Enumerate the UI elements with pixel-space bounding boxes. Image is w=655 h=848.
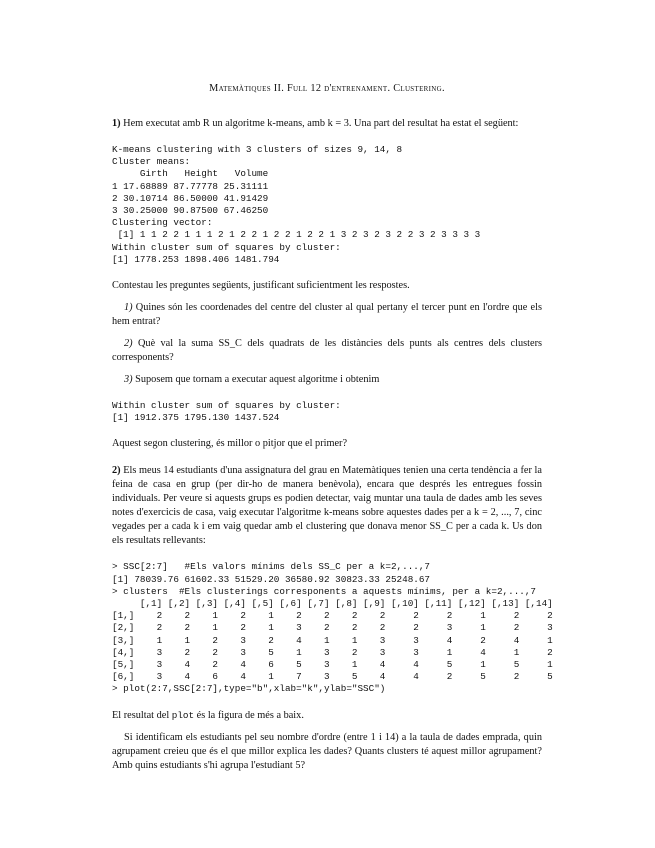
code-line: 3 30.25000 90.87500 67.46250 [112, 205, 269, 217]
code-line: Girth Height Volume [112, 168, 269, 180]
code-line: Clustering vector: [112, 217, 213, 229]
q1-sub3-label: 3) [124, 374, 133, 386]
q1-sub3-output [112, 400, 542, 424]
q2-r-output [112, 561, 553, 695]
q1-sub1-text: Quines són les coordenades del centre del cluster al qual pertany el tercer punt en l'ordre que els hem entrat? [112, 302, 542, 328]
q1-sub1 [112, 301, 542, 329]
code-line: [6,] 3 4 6 4 1 7 3 5 4 4 2 5 2 5 [112, 671, 553, 683]
code-line: [,1] [,2] [,3] [,4] [,5] [,6] [,7] [,8] [,9] [,10] [,11] [,12] [,13] [,14] [112, 598, 553, 610]
q2-plot-sentence [112, 709, 542, 723]
code-line: [1] 78039.76 61602.33 51529.20 36580.92 30823.33 25248.67 [112, 573, 431, 585]
q2-plot-after: és la figura de més a baix. [196, 709, 304, 721]
q2-plot-code: plot [171, 709, 195, 721]
q1-sub2-text: Què val la suma SS_C dels quadrats de les distàncies dels punts als centres dels clusters corresponents? [112, 338, 543, 364]
q1-intro [112, 117, 542, 131]
q1-intro-text: Hem executat amb R un algoritme k-means, amb k = 3. Una part del resultat ha estat el següent: [123, 118, 519, 129]
q2-final-paragraph: Si identificam els estudiants pel seu nombre d'ordre (entre 1 i 14) a la taula de dades emprada, quin agrupament creieu que és el que millor explica les dades? Quants clusters té aquest millor agrupament? Amb quins estudiants s'hi agrupa l'estudiant 5? [112, 731, 542, 771]
q2-number: 2) [112, 465, 121, 477]
document-page [112, 82, 553, 773]
code-line: [1] 1 1 2 2 1 1 1 2 1 2 2 1 2 2 1 2 2 1 3 2 3 2 3 2 2 3 2 3 3 3 3 [112, 229, 481, 241]
q1-sub1-label: 1) [124, 302, 133, 314]
code-line: [1,] 2 2 1 2 1 2 2 2 2 2 2 1 2 2 [112, 610, 553, 622]
page-title: Matemàtiques II. Full 12 d'entrenament. Clustering. [209, 83, 445, 94]
code-line: [4,] 3 2 2 3 5 1 3 2 3 3 1 4 1 2 [112, 646, 553, 658]
q1-prompt: Contestau les preguntes següents, justificant suficientment les respostes. [112, 280, 410, 292]
code-line: [2,] 2 2 1 2 1 3 2 2 2 2 3 1 2 3 [112, 622, 553, 634]
code-line: [3,] 1 1 2 3 2 4 1 1 3 3 4 2 4 1 [112, 634, 553, 646]
q1-output [112, 144, 542, 266]
q1-sub3 [112, 373, 542, 387]
code-line: > SSC[2:7] #Els valors mínims dels SS_C per a k=2,...,7 [112, 561, 431, 573]
code-line: Within cluster sum of squares by cluster: [112, 241, 341, 253]
code-line: 2 30.10714 86.50000 41.91429 [112, 192, 269, 204]
code-line: [5,] 3 4 2 4 6 5 3 1 4 4 5 1 5 1 [112, 659, 553, 671]
code-line: Within cluster sum of squares by cluster: [112, 400, 341, 412]
code-line: 1 17.68889 87.77778 25.31111 [112, 180, 269, 192]
q1-number: 1) [112, 118, 121, 129]
code-line: [1] 1778.253 1898.406 1481.794 [112, 253, 280, 265]
q1-sub2-label: 2) [124, 338, 133, 350]
code-line: > clusters #Els clusterings corresponents a aquests mínims, per a k=2,...,7 [112, 585, 537, 597]
code-line: > plot(2:7,SSC[2:7],type="b",xlab="k",ylab="SSC") [112, 683, 386, 695]
q2-plot-before: El resultat del [112, 709, 170, 721]
q2-paragraph-text: Els meus 14 estudiants d'una assignatura del grau en Matemàtiques tenien una certa tendència a fer la feina de casa en grup (per dir-ho de manera benèvola), encara que després les entregues fossin individuals. Per veure si aquests grups es podien detectar, vaig muntar una taula de dades amb les seves notes d'exercicis de casa, vaig executar l'algoritme k-means sobre aquestes dades per a k = 2, ..., 7, cinc vegades per a cada k i em vaig quedar amb el clustering que donava menor SS_C per a cada k. Us don els resultats rellevants: [112, 465, 542, 547]
q2-paragraph [112, 464, 542, 548]
code-line: K-means clustering with 3 clusters of sizes 9, 14, 8 [112, 144, 403, 155]
q1-closing: Aquest segon clustering, és millor o pitjor que el primer? [112, 438, 348, 450]
code-line: Cluster means: [112, 156, 191, 168]
q1-sub3-text: Suposem que tornam a executar aquest algoritme i obtenim [135, 374, 380, 386]
code-line: [1] 1912.375 1795.130 1437.524 [112, 412, 280, 424]
q1-sub2 [112, 337, 542, 365]
